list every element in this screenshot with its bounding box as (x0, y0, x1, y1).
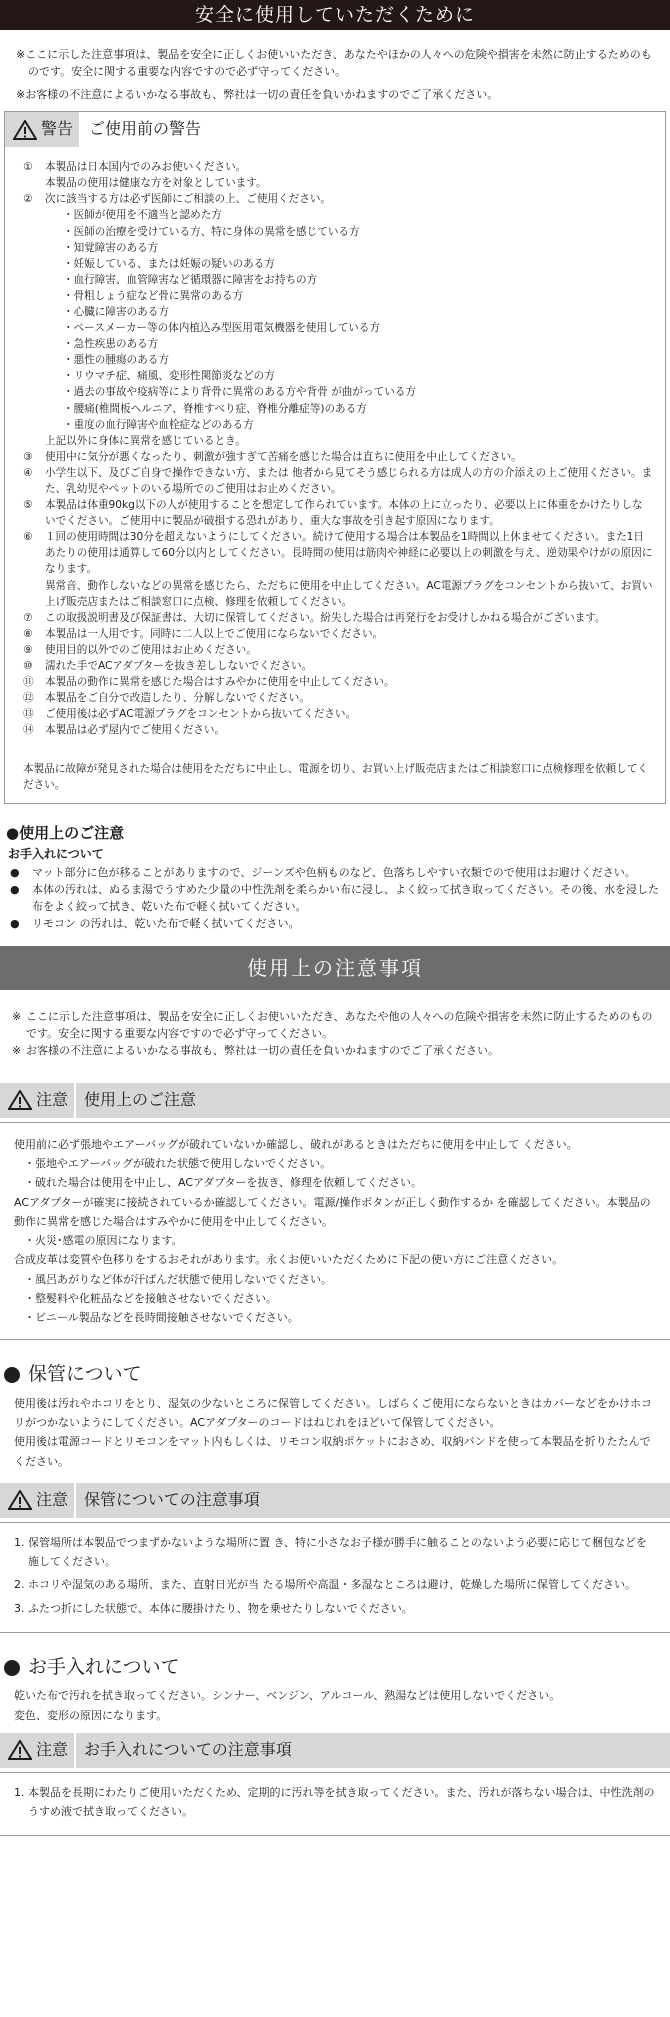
item-number: ⑧ (23, 627, 33, 640)
bullet-text: マット部分に色が移ることがありますので、ジーンズや色柄ものなど、色落ちしやすい衣類でので使用はお避けください。 (32, 865, 636, 879)
list-item (23, 642, 653, 658)
sub-item: ・妊娠している、または妊娠の疑いのある方 (63, 257, 275, 270)
notice-line: ※お客様の不注意によるいかなる事故も、弊社は一切の責任を負いかねますのでご了承ください。 (16, 88, 499, 102)
usage-caution-list (0, 1122, 670, 1341)
note-mark: ※ (12, 1043, 22, 1057)
warning-panel (4, 111, 666, 804)
item-number: ⑭ (23, 724, 34, 737)
item-number: ⑨ (23, 643, 33, 656)
care-heading: お手入れについて (4, 1653, 670, 1682)
item-number: ③ (23, 450, 33, 463)
sub-item: ・リウマチ症、痛風、変形性関節炎などの方 (63, 370, 275, 383)
numbered-item (14, 1533, 658, 1572)
list-item (23, 626, 653, 642)
warning-triangle-icon (8, 1740, 32, 1760)
sub-item: ・血行障害、血管障害など循環器に障害をお持ちの方 (63, 273, 318, 286)
caution-line: 合成皮革は変質や色移りをするおそれがあります。永くお使いいただくために下記の使い方にご注意ください。 (14, 1253, 564, 1267)
item-text: 次に該当する方は必ず医師にご相談の上、ご使用ください。 (45, 193, 332, 206)
caution-header-care (0, 1733, 670, 1768)
caution-line: ・張地やエアーバッグが破れた状態で使用しないでください。 (24, 1157, 332, 1171)
storage-caution-list (0, 1522, 670, 1633)
list-item (10, 881, 660, 915)
caution-line: ・風呂あがりなど体が汗ばんだ状態で使用しないでください。 (24, 1272, 332, 1286)
warning-footer: 本製品に故障が発見された場合は使用をただちに中止し、電源を切り、お買い上げ販売店またはご相談窓口に点検修理を依頼してください。 (23, 762, 649, 791)
item-text: 本製品の使用は健康な方を対象としています。 (45, 177, 267, 190)
black-circle-icon (4, 1660, 20, 1676)
caution-title: 使用上のご注意 (74, 1083, 670, 1118)
warning-triangle-icon (8, 1090, 32, 1110)
item-text: 本製品の動作に異常を感じた場合はすみやかに使用を中止してください。 (45, 676, 395, 689)
care-para: 変色、変形の原因になります。 (14, 1708, 168, 1722)
caution-title: お手入れについての注意事項 (74, 1733, 670, 1768)
item-number: ⑦ (23, 611, 33, 624)
list-item (23, 706, 653, 722)
storage-heading: 保管について (4, 1360, 670, 1389)
list-item (23, 175, 653, 191)
warning-tag-label: 警告 (41, 119, 74, 139)
sub-item: ・心臓に障害のある方 (63, 305, 169, 318)
numbered-item (14, 1783, 658, 1822)
item-text: 小学生以下、及びご自身で操作できない方、または 他者から見てそう感じられる方は成人の方の介添えの上ご使用ください。また、乳幼児やペットのいる場所でのご使用はお止めください。 (45, 466, 653, 496)
bullet-text: リモコン の汚れは、乾いた布で軽く拭いてください。 (32, 916, 300, 930)
item-text: 使用中に気分が悪くなったり、刺激が強すぎて苦痛を感じた場合は直ちに使用を中止してください。 (45, 450, 522, 463)
storage-paragraphs (0, 1390, 670, 1471)
item-number: 2. (14, 1578, 25, 1592)
item-text: 本製品は一人用です。同時に二人以上でご使用にならないでください。 (45, 627, 384, 640)
numbered-item (14, 1599, 658, 1618)
list-item (23, 578, 653, 610)
sub-item: ・腰痛(椎間板ヘルニア、脊椎すべり症、脊椎分離症等)のある方 (63, 402, 367, 415)
item-number (23, 578, 45, 610)
item-number: ① (23, 161, 33, 174)
black-circle-icon: ● (10, 865, 20, 879)
item-text: １回の使用時間は30分を超えないようにしてください。続けて使用する場合は本製品を1時間以上休ませてください。また1日あたりの使用は通算して60分以内としてください。長時間の使用は筋肉や神経に必要以上の刺激を与え、逆効果やけがの原因になります。 (45, 531, 653, 576)
item-text: 本製品をご自分で改造したり、分解しないでください。 (45, 692, 310, 705)
item-number: 3. (14, 1601, 25, 1615)
care-paragraphs (0, 1682, 670, 1725)
caution-line: ・火災･感電の原因になります。 (24, 1234, 183, 1248)
item-number: ⑫ (23, 692, 34, 705)
list-item (23, 529, 653, 577)
item-text: 本製品は日本国内でのみお使いください。 (45, 161, 247, 174)
item-text: ふたつ折にした状態で、本体に腰掛けたり、物を乗せたりしないでください。 (28, 1601, 413, 1615)
numbered-item (14, 1575, 658, 1594)
item-text: この取扱説明書及び保証書は、大切に保管してください。紛失した場合は再発行をお受けしかねる場合がございます。 (45, 611, 606, 624)
list-item (23, 722, 653, 738)
item-text: 保管場所は本製品でつまずかないような場所に置 き、特に小さなお子様が勝手に触ることのないよう必要に応じて梱包などを施してください。 (28, 1535, 648, 1569)
caution-header-storage (0, 1483, 670, 1518)
storage-para: 使用後は電源コードとリモコンをマット内もしくは、リモコン収納ポケットにおさめ、収納バンドを使って本製品を折りたたんでください。 (14, 1435, 651, 1468)
sub-item: ・急性疾患のある方 (63, 338, 159, 351)
sub-item: ・医師の治療を受けている方、特に身体の異常を感じている方 (63, 225, 360, 238)
black-circle-icon (4, 1367, 20, 1383)
notice-line: ※ ここに示した注意事項は、製品を安全に正しくお使いいただき、あなたや他の人々への危険や損害を未然に防止するためのものです。安全に関する重要な内容ですので必ず守ってください。 (12, 1008, 658, 1042)
warning-list (5, 147, 665, 803)
caution-tag: 注意 (0, 1733, 74, 1768)
caution-title: 保管についての注意事項 (74, 1483, 670, 1518)
list-item (23, 449, 653, 465)
caution-line: ・整髪料や化粧品などを接触させないでください。 (24, 1291, 277, 1305)
item-number: ⑩ (23, 660, 33, 673)
sub-item-note: 上記以外に身体に異常を感じているとき。 (45, 434, 246, 447)
sub-item: ・知覚障害のある方 (63, 241, 159, 254)
caution-line: ・ビニール製品などを長時間接触させないでください。 (24, 1311, 299, 1325)
storage-para: 使用後は汚れやホコリをとり、湿気の少ないところに保管してください。しばらくご使用にならないときはカバーなどをかけホコリがつかないようにしてください。ACアダプターのコードはねじれをほどいて保管してください。 (14, 1396, 652, 1430)
list-item (23, 674, 653, 690)
item-text: 使用目的以外でのご使用はお止めください。 (45, 643, 257, 656)
list-item (10, 864, 660, 881)
sub-item: ・骨粗しょう症など骨に異常のある方 (63, 289, 244, 302)
list-item (23, 610, 653, 626)
caution-line: ACアダプターが確実に接続されているか確認してください。電源/操作ボタンが正しく動作するか を確認してください。本製品の動作に異常を感じた場合はすみやかに使用を中止してください。 (14, 1195, 651, 1228)
sub-item: ・過去の事故や疫病等により背骨に異常のある方や背骨 が曲がっている方 (63, 386, 416, 399)
list-item (23, 191, 653, 207)
warning-triangle-icon (8, 1490, 32, 1510)
caution-line: 使用前に必ず張地やエアーバッグが破れていないか確認し、破れがあるときはただちに使用を中止して ください。 (14, 1137, 578, 1151)
bullet-text: 本体の汚れは、ぬるま湯でうすめた少量の中性洗剤を柔らかい布に浸し、よく絞って拭き取ってください。その後、水を浸した布をよく絞って拭き、乾いた布で軽く拭いてください。 (32, 882, 659, 913)
item-number: ⑥ (23, 531, 33, 544)
item-text: ご使用後は必ずAC電源プラグをコンセントから抜いてください。 (45, 708, 357, 721)
list-item (10, 915, 660, 932)
care-caution-list (0, 1772, 670, 1837)
black-circle-icon: ● (10, 882, 20, 896)
usage-bullet-list (0, 864, 670, 932)
usage-notices (0, 990, 670, 1059)
usage-subheading: お手入れについて (8, 846, 104, 861)
warning-triangle-icon (13, 120, 37, 140)
sub-item: ・ペースメーカー等の体内植込み型医用電気機器を使用している方 (63, 322, 381, 335)
warning-title: ご使用前の警告 (79, 112, 665, 147)
item-number: ⑤ (23, 499, 33, 512)
note-mark: ※ (12, 1009, 22, 1023)
notice-line: ※ お客様の不注意によるいかなる事故も、弊社は一切の責任を負いかねますのでご了承ください。 (12, 1042, 658, 1059)
caution-tag: 注意 (0, 1083, 74, 1118)
item-number: 1. (14, 1535, 25, 1549)
sub-item: ・悪性の腫瘍のある方 (63, 354, 169, 367)
list-item (23, 690, 653, 706)
usage-caution-banner: 使用上の注意事項 (0, 946, 670, 990)
item-text: 本製品は体重90kg以下の人が使用することを想定して作られています。本体の上に立ったり、必要以上に体重をかけたりしないでください。ご使用中に製品が破損する恐れがあり、重大な事故を引き起す原因になります。 (45, 499, 643, 528)
caution-tag: 注意 (0, 1483, 74, 1518)
warning-header (5, 112, 665, 147)
item-text: ホコリや湿気のある場所、また、直射日光が当 たる場所や高温・多湿なところは避け、乾燥した場所に保管してください。 (28, 1578, 637, 1592)
warning-tag (5, 112, 79, 147)
item-text: 濡れた手でACアダプターを抜き差ししないでください。 (45, 660, 313, 673)
item-number: ② (23, 193, 33, 206)
item-text: 異常音、動作しないなどの異常を感じたら、ただちに使用を中止してください。AC電源プラグをコンセントから抜いて、お買い上げ販売店またはご相談窓口に点検、修理を依頼してください。 (45, 579, 653, 608)
list-item (23, 497, 653, 529)
safety-banner: 安全に使用していただくために (0, 0, 670, 30)
sub-item: ・医師が使用を不適当と認めた方 (63, 209, 222, 222)
item-number: 1. (14, 1785, 25, 1799)
black-circle-icon: ● (10, 916, 20, 930)
safety-notices (0, 30, 670, 103)
item-number: ⑪ (23, 676, 34, 689)
caution-line: ・破れた場合は使用を中止し、ACアダプターを抜き、修理を依頼してください。 (24, 1176, 423, 1190)
caution-header-usage (0, 1083, 670, 1118)
list-item (23, 465, 653, 497)
item-number: ⑬ (23, 708, 34, 721)
item-text: 本製品を長期にわたりご使用いただくため、定期的に汚れ等を拭き取ってください。また、汚れが落ちない場合は、中性洗剤のうすめ液で拭き取ってください。 (28, 1785, 655, 1818)
list-item (23, 658, 653, 674)
item-text: 本製品は必ず屋内でご使用ください。 (45, 724, 226, 737)
notice-line: ※ここに示した注意事項は、製品を安全に正しくお使いいただき、あなたやほかの人々への危険や損害を未然に防止するためのものです。安全に関する重要な内容ですので必ず守ってください。 (16, 48, 652, 79)
usage-heading: ●使用上のご注意 (6, 823, 125, 842)
item-number (23, 175, 45, 191)
sub-item: ・重度の血行障害や血栓症などのある方 (63, 418, 254, 431)
care-para: 乾いた布で汚れを拭き取ってください。シンナー、ベンジン、アルコール、熱湯などは使用しないでください。 (14, 1689, 561, 1703)
item-number: ④ (23, 466, 33, 479)
list-item (23, 159, 653, 175)
